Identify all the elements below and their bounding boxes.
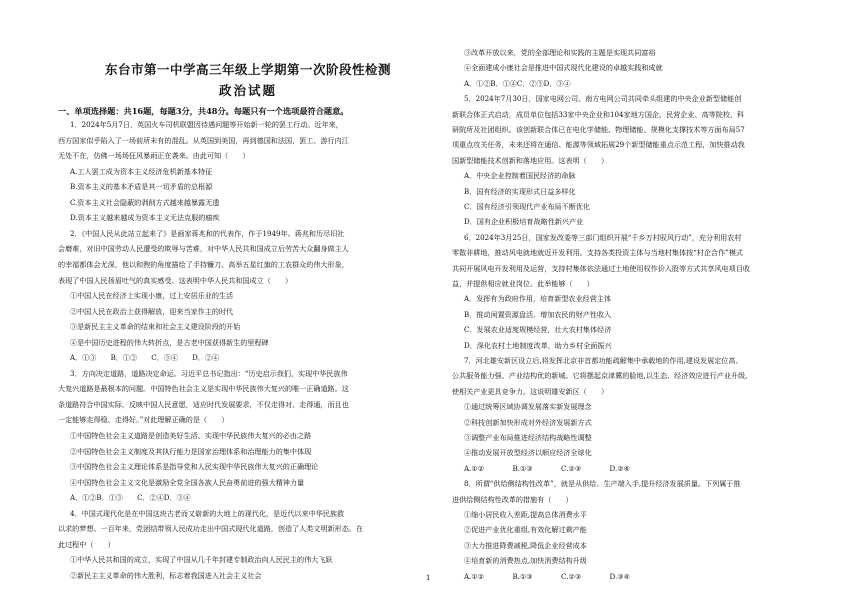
text-line: C．发展农业适度规模经营，壮大农村集体经济	[464, 325, 612, 335]
text-line: 以求的梦想。一百年来，党团结带领人民成功走出中国式现代化道路，创造了人类文明新形态。在	[58, 524, 364, 534]
text-line: 7．河北雄安新区设立后,将发挥北京非首都功能疏解集中承载地的作用,建设发展定位高、	[464, 356, 743, 365]
text-line: ①通过统筹区域协调发展落实新发展理念	[464, 402, 592, 412]
text-line: 国新型储能技术创新和落地应用。这表明（ ）	[452, 155, 609, 165]
text-line: 条道路符合中国实际，反映中国人民意愿，适应时代发展要求，不仅走得对、走得通，而且也	[58, 399, 349, 409]
text-line: 公共服务能力强、产业结构优的新城。它将摆起京津冀的脸地,以生态、经济效应进行产业升级,	[452, 371, 748, 381]
text-line: 4．中国式现代化是在中国这块古老而又崭新的大地上的现代化，是近代以来中华民族救	[70, 508, 345, 518]
text-line: ①中国特色社会主义道路是创造美好生活、实现中华民族伟大复兴的必由之路	[70, 431, 312, 440]
text-line: ④推动发展开放型经济以顺应经济全球化	[464, 448, 592, 458]
text-line: ②中国特色社会主义制度及其执行能力是国家治理体系和治理能力的集中体现	[70, 446, 312, 456]
text-line: D．国有企业积极培育战略性新兴产业	[464, 217, 584, 227]
text-line: ③改革开放以来，党的全部理论和实践的主题是实现共同富裕	[464, 48, 656, 57]
text-line: 3．方向决定道路，道路决定命运。习近平总书记指出：“历史启示我们，实现中华民族伟	[70, 368, 348, 378]
text-line: 新联合体正式启动，成员单位包括33家中央企业和104家地方国企、民营企业、高等院校、科	[452, 109, 745, 119]
text-line: A．①②B．①③ C．②④D．③④	[70, 493, 191, 503]
text-line: ②科技创新加快形成对外经济发展新方式	[464, 417, 592, 427]
text-line: A．发挥有为政府作用，培育新型农业经营主体	[464, 294, 611, 304]
text-line: B．国有经济的实现形式日益多样化	[464, 186, 576, 196]
text-line: A．①②B．①④C．②③D．③④	[464, 78, 571, 88]
text-line: ④是中国历史进程的伟大转折点，是古老中国获得新生的里程碑	[70, 337, 269, 347]
text-line: D．深化农村土地制度改革，助力乡村全面振兴	[464, 340, 612, 350]
text-line: ①缩小居民收入差距,提高总体消费水平	[464, 510, 587, 519]
text-line: ③中国特色社会主义理论体系是指导党和人民实现中华民族伟大复兴的正确理论	[70, 462, 319, 472]
page-number: 1	[426, 574, 431, 582]
text-line: ①中华人民共和国的成立，实现了中国从几千年封建专制政治向人民民主的伟大飞跃	[70, 555, 333, 565]
text-line: 一定能够走得稳、走得好。”对此理解正确的是（ ）	[58, 415, 229, 425]
text-line: ③大力推进降费减税,降低企业经营成本	[464, 540, 587, 550]
text-line: C．国有经济引领现代产业布局不断优化	[464, 202, 591, 211]
text-line: ②新民主主义革命的伟大胜利，标志着我国进入社会主义社会	[70, 570, 262, 580]
text-line: ②促进产业优化重组,有效化解过剩产能	[464, 525, 587, 535]
text-line: 共同开展风电开发利用及运营，支持村集体依法通过土地使用权作价入股等方式共享风电项目收	[452, 263, 750, 273]
text-line: 大复兴道路是最根本的问题。中国特色社会主义是实现中华民族伟大复兴的唯一正确道路。这	[58, 384, 349, 394]
text-line: B.资本主义的基本矛盾是其一切矛盾的总根源	[70, 182, 213, 192]
text-line: 益，并提供相应就业岗位。此举能够（ ）	[452, 279, 594, 288]
exam-subtitle: 政治试题	[218, 83, 277, 98]
text-line: ③调整产业布局推进经济结构战略性调整	[464, 433, 592, 442]
text-line: ④中国特色社会主义文化是激励全党全国各族人民奋勇前进的强大精神力量	[70, 477, 305, 487]
text-line: 会磨难，对旧中国劳动人民遭受的欺辱与苦难，对中华人民共和国成立后劳苦大众翻身做主人	[58, 244, 349, 254]
text-line: 进供给侧结构性改革的措施有（ ）	[452, 494, 573, 504]
text-line: A.①② B.①③ C.②③ D.③④	[464, 571, 630, 581]
text-line: ③是新民主主义革命的结束和社会主义建设阶段的开始	[70, 322, 241, 332]
text-line: 使相关产业更具竞争力。这说明雄安新区（ ）	[452, 386, 609, 396]
text-line: A．①③ B．①② C．③④ D．②④	[70, 353, 220, 363]
text-line: 的幸福都体会尤深，他以和煦的角度描绘了手持镰刀、高举五星红旗的工农群众的伟大形象，	[58, 259, 349, 269]
text-line: 无处不在，仿佛一场场狂风暴雨正在袭来。由此可知（ ）	[58, 151, 250, 161]
text-line: 6．2024年3月25日，国家发改委等三部门组织开展“千乡万村驭风行动”，充分利用农村	[464, 232, 742, 242]
text-line: 零散非耕地，推动风电就地就近开发利用。支持各类投资主体与当地村集体按“村企合作”模式	[452, 248, 744, 258]
text-line: 8．所谓“供给侧结构性改革”，就是从供给、生产端入手,提升经济发展质量。下列属于推	[464, 479, 741, 489]
text-line: 5．2024年7月30日，国家电网公司、南方电网公司共同牵头组建的中央企业新型储能创	[464, 94, 742, 104]
text-line: A.①② B.①③ C.②③ D.②④	[464, 463, 630, 473]
text-line: 2．《中国人民从此站立起来了》是画家蒋兆和的代表作，作于1949年。蒋兆和历尽旧社	[70, 228, 345, 238]
exam-title: 东台市第一中学高三年级上学期第一次阶段性检测	[104, 62, 391, 77]
text-line: 表现了中国人民扬眉吐气的真实感受。这表明中华人民共和国成立（ ）	[58, 275, 293, 285]
section-heading: 一、单项选择题：共16题，每题3分，共48分。每题只有一个选项最符合题意。	[58, 106, 349, 116]
text-line: 西方国家似乎陷入了一场前所未有的混乱。从英国到美国，再到德国和法国，罢工、游行内江	[58, 135, 349, 145]
text-line: A.工人罢工成为资本主义经济危机新基本特征	[70, 166, 213, 176]
text-line: A．中央企业控制着国民经济的命脉	[464, 171, 576, 181]
text-line: ④全面建成小康社会是推进中国式现代化建设的卓越实践和成就	[464, 63, 663, 73]
text-line: 项重点攻关任务，未来还将在通信、能源等领域拓展29个新型储能重点示范工程，加快推动我	[452, 140, 745, 150]
text-line: ④培育新的消费热点,加快消费结构升级	[464, 556, 587, 566]
text-line: 1．2024年5月7日，英国火车司机联盟因待遇问题等开始新一轮的罢工行动。近年来，	[70, 120, 343, 129]
text-line: C.资本主义社会隐蔽的剥削方式越来越暴露无遗	[70, 197, 220, 207]
text-line: ①中国人民在经济上实现小康，过上安居乐业的生活	[70, 291, 234, 301]
text-line: B．推动闲置资源盘活，增加农民的财产性收入	[464, 309, 612, 319]
text-line: ②中国人民在政治上获得解放，迎来当家作主的时代	[70, 306, 234, 316]
text-line: D.资本主义越来越成为资本主义无法克服的痼疾	[70, 213, 220, 223]
text-line: 此过程中（ ）	[58, 539, 115, 549]
text-line: 研院所及社团组织。该创新联合体已在电化学储能、物理储能、规模化支撑技术等方面布局57	[452, 125, 745, 134]
